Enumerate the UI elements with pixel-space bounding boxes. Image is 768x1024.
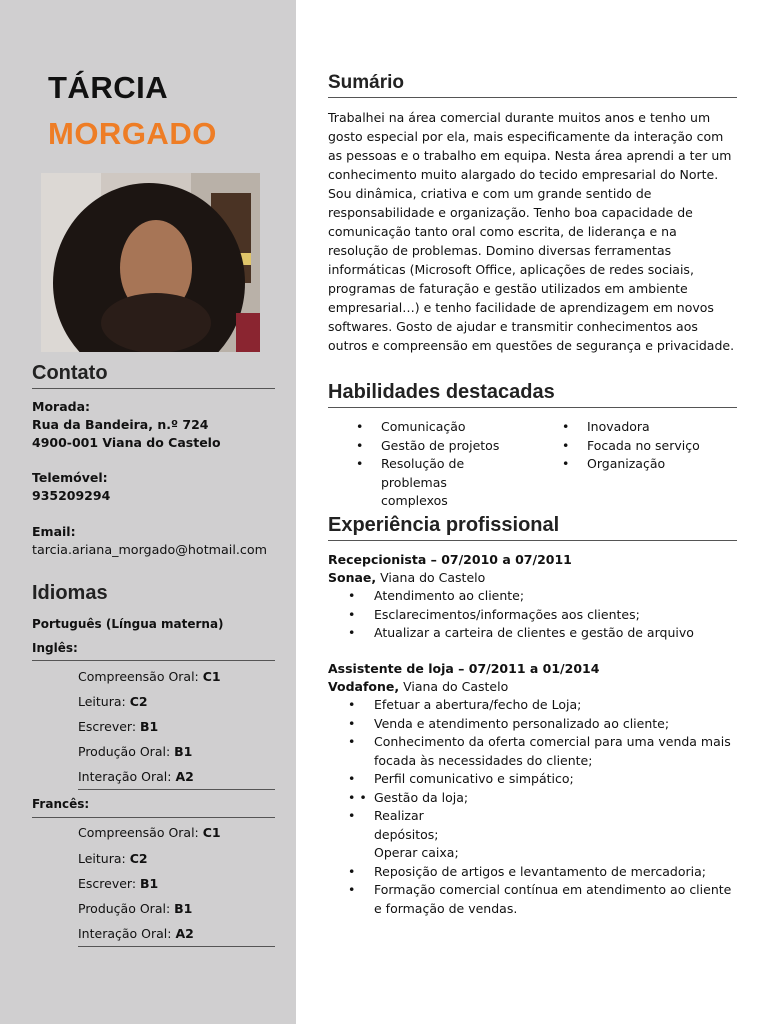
skill-level: A2 bbox=[175, 769, 194, 784]
skill-label: Leitura: bbox=[78, 694, 130, 709]
skill-label: Interação Oral: bbox=[78, 769, 176, 784]
job-period: – 07/2011 a 01/2014 bbox=[453, 661, 600, 676]
list-item: • Formação comercial contínua em atendimento ao cliente e formação de vendas. bbox=[328, 881, 740, 918]
skill-label: Produção Oral: bbox=[78, 744, 175, 759]
list-item: • Inovadora bbox=[561, 418, 700, 437]
list-item: • Atualizar a carteira de clientes e gestão de arquivo bbox=[328, 624, 740, 643]
divider bbox=[32, 817, 275, 818]
contact-address bbox=[32, 398, 221, 452]
job-title bbox=[328, 660, 740, 678]
language-level-row bbox=[78, 744, 192, 759]
summary-heading: Sumário bbox=[328, 72, 737, 98]
skill-level: C1 bbox=[202, 669, 221, 684]
address-label: Morada: bbox=[32, 399, 91, 414]
native-language: Português (Língua materna) bbox=[32, 617, 224, 631]
contact-email bbox=[32, 523, 267, 559]
company-location: Viana do Castelo bbox=[376, 570, 486, 585]
skills-column bbox=[328, 418, 561, 511]
language-level-row bbox=[78, 719, 158, 734]
summary-text: Trabalhei na área comercial durante muitos anos e tenho um gosto especial por ela, mais especificamente da interação com as pessoas e o trabalho em equipa. Nesta área aprendi a ter um conhecimento muito alargado do tecido empresarial do Norte. Sou dinâmica, criativa e com um grande sentido de responsabilidade e organização. Tenho boa capacidade de comunicação tanto oral como escrita, de liderança e na resolução de problemas. Domino diversas ferramentas informáticas (Microsoft Office, aplicações de redes sociais, programas de faturação e gestão utilizados em ambiente empresarial…) e tenho facilidade de aprendizagem em novos softwares. Gosto de ajudar e transmitir conhecimentos aos outros e compreensão em questões de segurança e privacidade. bbox=[328, 110, 735, 353]
job-period: – 07/2010 a 07/2011 bbox=[426, 552, 572, 567]
list-item: • Gestão de projetos bbox=[328, 437, 561, 456]
job-entry bbox=[328, 551, 740, 643]
language-level-row bbox=[78, 669, 221, 684]
phone-label: Telemóvel: bbox=[32, 470, 108, 485]
skill-level: B1 bbox=[140, 719, 159, 734]
first-name: TÁRCIA bbox=[48, 70, 169, 105]
company-location: Viana do Castelo bbox=[399, 679, 509, 694]
job-role: Assistente de loja bbox=[328, 661, 454, 676]
skills-heading: Habilidades destacadas bbox=[328, 381, 737, 408]
list-item: • Esclarecimentos/informações aos clientes; bbox=[328, 606, 740, 625]
list-item: • Efetuar a abertura/fecho de Loja; bbox=[328, 696, 740, 715]
email-label: Email: bbox=[32, 524, 76, 539]
language-name-english: Inglês: bbox=[32, 641, 78, 655]
list-item: • Reposição de artigos e levantamento de mercadoria; bbox=[328, 863, 740, 882]
skill-level: B1 bbox=[140, 876, 159, 891]
skill-label: Compreensão Oral: bbox=[78, 825, 203, 840]
language-level-row bbox=[78, 825, 221, 840]
last-name: MORGADO bbox=[48, 116, 217, 151]
profile-photo bbox=[41, 173, 260, 352]
email-value: tarcia.ariana_morgado@hotmail.com bbox=[32, 542, 267, 557]
phone-value: 935209294 bbox=[32, 488, 111, 503]
experience-heading: Experiência profissional bbox=[328, 514, 737, 541]
list-item: • Comunicação bbox=[328, 418, 561, 437]
list-item: • Focada no serviço bbox=[561, 437, 700, 456]
list-item: • Resolução de problemas complexos bbox=[328, 455, 508, 511]
job-duties bbox=[328, 696, 740, 918]
skill-level: B1 bbox=[174, 901, 193, 916]
skill-label: Produção Oral: bbox=[78, 901, 175, 916]
language-name-french: Francês: bbox=[32, 797, 90, 811]
skill-level: C2 bbox=[129, 851, 148, 866]
skill-level: B1 bbox=[174, 744, 193, 759]
list-item: • • Gestão da loja; bbox=[328, 789, 740, 808]
language-level-row bbox=[78, 694, 148, 709]
company-name: Vodafone, bbox=[328, 679, 400, 694]
contact-phone bbox=[32, 469, 110, 505]
list-item: • Perfil comunicativo e simpático; bbox=[328, 770, 740, 789]
skills-column bbox=[561, 418, 700, 511]
language-level-row bbox=[78, 769, 194, 784]
list-item: • Conhecimento da oferta comercial para uma venda mais focada às necessidades do cliente; bbox=[328, 733, 740, 770]
list-item: • Organização bbox=[561, 455, 700, 474]
sidebar bbox=[0, 0, 296, 1024]
divider bbox=[32, 660, 275, 661]
languages-heading: Idiomas bbox=[32, 582, 108, 604]
job-title bbox=[328, 551, 740, 569]
company-name: Sonae, bbox=[328, 570, 377, 585]
language-level-row bbox=[78, 876, 158, 891]
job-entry bbox=[328, 660, 740, 918]
job-company bbox=[328, 569, 740, 587]
divider bbox=[78, 946, 275, 947]
language-level-row bbox=[78, 851, 148, 866]
job-duties bbox=[328, 587, 740, 643]
skill-label: Leitura: bbox=[78, 851, 130, 866]
skill-level: C1 bbox=[202, 825, 221, 840]
list-item: • Realizar depósitos; Operar caixa; bbox=[328, 807, 478, 863]
skills-list bbox=[328, 418, 737, 511]
skill-label: Interação Oral: bbox=[78, 926, 176, 941]
job-role: Recepcionista bbox=[328, 552, 427, 567]
skill-label: Compreensão Oral: bbox=[78, 669, 203, 684]
skill-label: Escrever: bbox=[78, 876, 141, 891]
list-item: • Venda e atendimento personalizado ao cliente; bbox=[328, 715, 740, 734]
skill-label: Escrever: bbox=[78, 719, 141, 734]
list-item: • Atendimento ao cliente; bbox=[328, 587, 740, 606]
address-line1: Rua da Bandeira, n.º 724 bbox=[32, 417, 209, 432]
contact-heading: Contato bbox=[32, 362, 275, 389]
skill-level: A2 bbox=[175, 926, 194, 941]
skill-level: C2 bbox=[129, 694, 148, 709]
language-level-row bbox=[78, 926, 194, 941]
divider bbox=[78, 789, 275, 790]
address-line2: 4900-001 Viana do Castelo bbox=[32, 435, 221, 450]
language-level-row bbox=[78, 901, 192, 916]
job-company bbox=[328, 678, 740, 696]
